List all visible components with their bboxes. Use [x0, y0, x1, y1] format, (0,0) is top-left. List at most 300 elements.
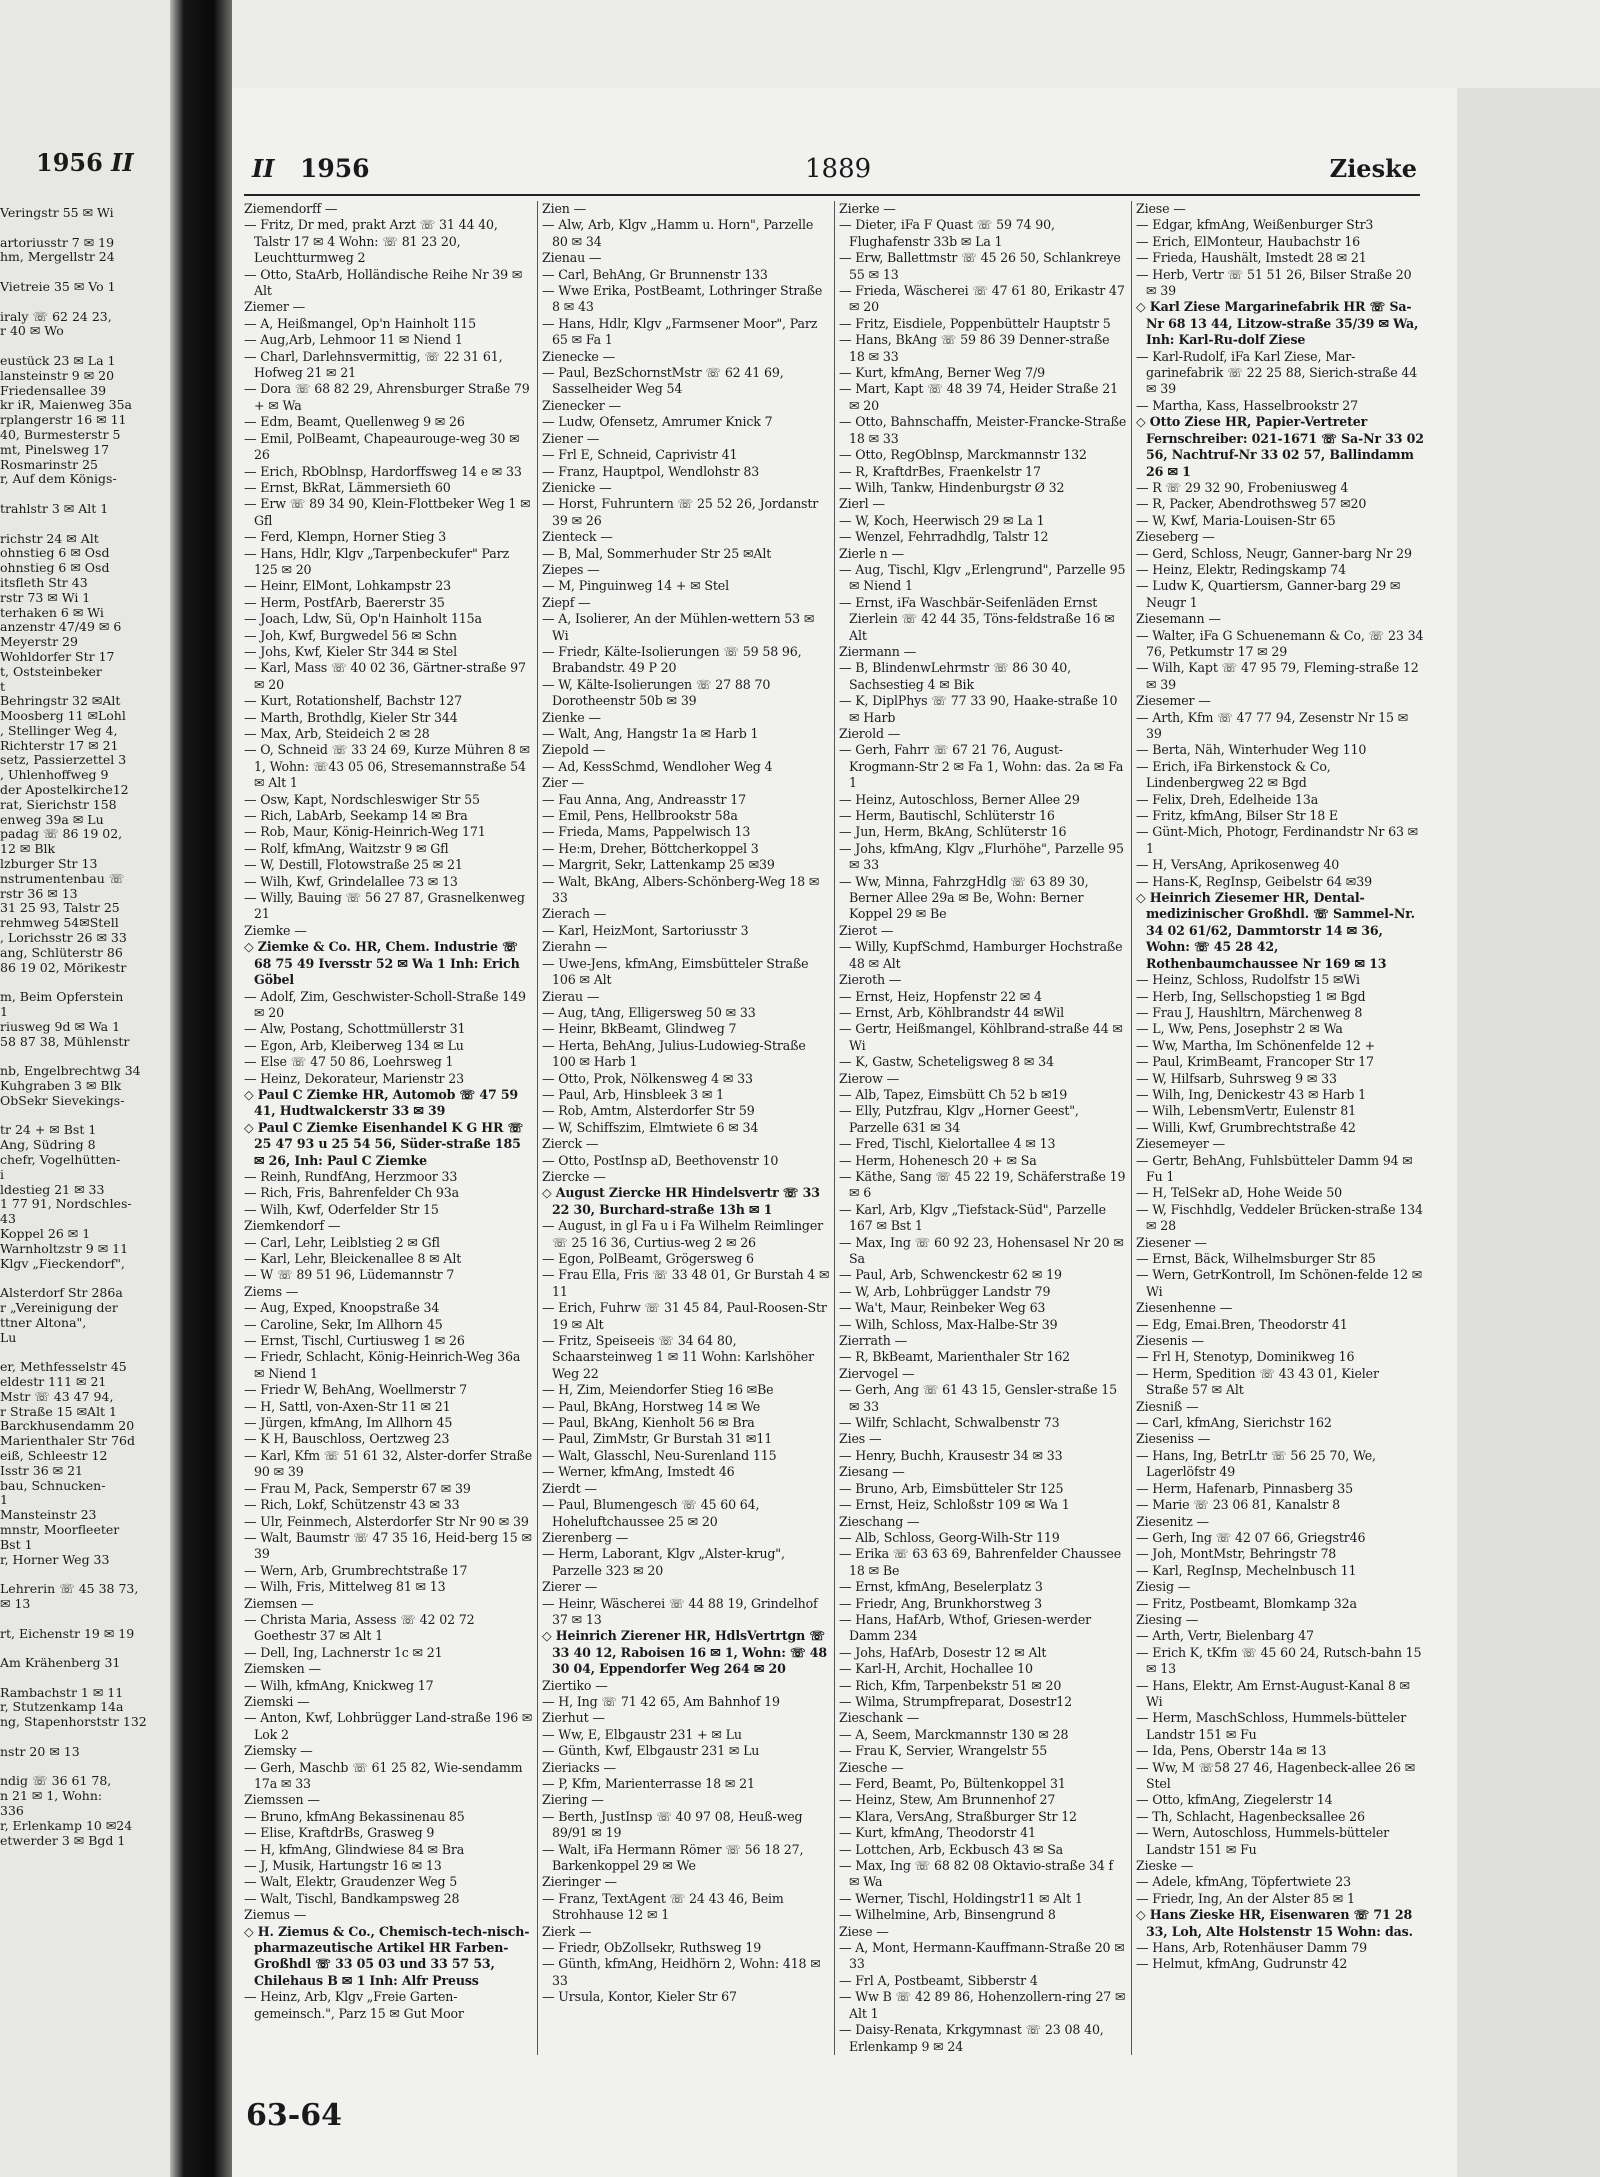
directory-entry: — Helmut, kfmAng, Gudrunstr 42 [1136, 1956, 1348, 1972]
left-page-line [0, 339, 170, 354]
directory-entry: — Joh, MontMstr, Behringstr 78 [1136, 1546, 1337, 1562]
directory-entry: — Willy, Bauing ☏ 56 27 87, Grasnelkenweg 21 [244, 890, 525, 922]
directory-entry: Ziesig — [1136, 1579, 1191, 1595]
directory-entry: — Emil, PolBeamt, Chapeaurouge-weg 30 ✉ 26 [244, 430, 520, 463]
directory-entry: — Paul, ZimMstr, Gr Burstah 31 ✉11 [542, 1431, 773, 1447]
left-page-line: ttner Altona", [0, 1314, 87, 1330]
directory-entry: — Ernst, Bäck, Wilhelmsburger Str 85 [1136, 1251, 1376, 1266]
directory-entry: — Herm, Laborant, Klgv „Alster-krug", Parzelle 323 ✉ 20 [542, 1546, 785, 1578]
directory-entry: — Gerh, Ing ☏ 42 07 66, Griegstr46 [1136, 1529, 1366, 1545]
left-page-line: mnstr, Moorfleeter [0, 1521, 120, 1537]
directory-entry: — Ferd, Beamt, Po, Bültenkoppel 31 [839, 1776, 1066, 1791]
directory-entry: Ziesche — [839, 1759, 904, 1775]
directory-entry: — Hans, Ing, BetrLtr ☏ 56 25 70, We, Lagerlöfstr 49 [1136, 1447, 1376, 1480]
directory-entry: — Ernst, Tischl, Curtiusweg 1 ✉ 26 [244, 1333, 465, 1349]
directory-entry: — Aug, tAng, Elligersweg 50 ✉ 33 [542, 1004, 756, 1020]
left-page-line: m, Beim Opferstein [0, 989, 124, 1005]
directory-entry: — Erich, Fuhrw ☏ 31 45 84, Paul-Roosen-Str 19 ✉ Alt [542, 1300, 827, 1332]
directory-entry: Ziesemann — [1136, 611, 1221, 627]
directory-entry: — Willy, KupfSchmd, Hamburger Hochstraße 48 ✉ Alt [839, 939, 1123, 971]
directory-entry: — Wern, GetrKontroll, Im Schönen-felde 12 ✉ Wi [1136, 1267, 1423, 1299]
directory-entry: Zieseberg — [1136, 529, 1215, 545]
directory-column-3 [834, 201, 1131, 2055]
directory-entry: — Herm, Hafenarb, Pinnasberg 35 [1136, 1480, 1353, 1496]
directory-entry: Ziemssen — [244, 1792, 320, 1808]
directory-entry: — Otto, PostInsp aD, Beethovenstr 10 [542, 1152, 779, 1168]
directory-entry: Ziesniß — [1136, 1398, 1199, 1414]
directory-entry: — Rich, Kfm, Tarpenbekstr 51 ✉ 20 [839, 1677, 1062, 1693]
directory-entry: Zierke — [839, 201, 896, 216]
directory-entry: — Frau Ella, Fris ☏ 33 48 01, Gr Burstah 4 ✉ 11 [542, 1267, 830, 1299]
directory-entry: — Kurt, kfmAng, Theodorstr 41 [839, 1825, 1036, 1841]
left-page-line: rehmweg 54✉Stell [0, 915, 119, 931]
left-page-line: 40, Burmesterstr 5 [0, 426, 121, 442]
directory-entry: — Heinz, Stew, Am Brunnenhof 27 [839, 1792, 1056, 1808]
directory-entry: — Heinz, Dekorateur, Marienstr 23 [244, 1070, 465, 1086]
directory-entry: — Egon, Arb, Kleiberweg 134 ✉ Lu [244, 1037, 464, 1053]
directory-entry: — Gerh, Maschb ☏ 61 25 82, Wie-sendamm 17a ✉ 33 [244, 1759, 523, 1791]
footer-code: 63-64 [246, 2098, 342, 2133]
directory-entry: Zienicke — [542, 479, 612, 495]
directory-entry: Ziesenitz — [1136, 1513, 1209, 1529]
left-page-line [0, 1271, 170, 1286]
directory-entry: — Max, Arb, Steideich 2 ✉ 28 [244, 726, 430, 741]
directory-entry: — Friedr, Schlacht, König-Heinrich-Weg 36a ✉ Niend 1 [244, 1349, 521, 1381]
directory-entry: — Aug,Arb, Lehmoor 11 ✉ Niend 1 [244, 332, 463, 348]
directory-entry: — Wern, Autoschloss, Hummels-bütteler Landstr 151 ✉ Fu [1136, 1825, 1389, 1857]
directory-entry: ◇ Karl Ziese Margarinefabrik HR ☏ Sa-Nr 68 13 44, Litzow-straße 35/39 ✉ Wa, Inh: Karl-Ru-dolf Ziese [1136, 299, 1419, 348]
directory-entry: — Friedr, Kälte-Isolierungen ☏ 59 58 96, Brabandstr. 49 P 20 [542, 643, 802, 676]
left-page-line: rstr 73 ✉ Wi 1 [0, 589, 91, 605]
directory-entry: — Wilh, Tankw, Hindenburgstr Ø 32 [839, 479, 1065, 495]
directory-entry: — Friedr, ObZollsekr, Ruthsweg 19 [542, 1940, 762, 1956]
directory-entry: — Karl, Arb, Klgv „Tiefstack-Süd", Parzelle 167 ✉ Bst 1 [839, 1201, 1106, 1234]
directory-entry: — Adolf, Zim, Geschwister-Scholl-Straße 149 ✉ 20 [244, 988, 526, 1020]
directory-entry: — Paul, Arb, Schwenckestr 62 ✉ 19 [839, 1267, 1062, 1283]
directory-entry: — Erika ☏ 63 63 69, Bahrenfelder Chaussee 18 ✉ Be [839, 1546, 1122, 1578]
directory-entry: Zierahn — [542, 939, 608, 955]
directory-entry: — Frieda, Mams, Pappelwisch 13 [542, 824, 751, 840]
directory-entry: — Karl-H, Archit, Hochallee 10 [839, 1661, 1033, 1677]
directory-entry: Ziepes — [542, 561, 600, 577]
directory-entry: Ziemke — [244, 922, 307, 938]
directory-entry: — Wilhelmine, Arb, Binsengrund 8 [839, 1907, 1056, 1923]
directory-entry: Ziese — [839, 1923, 889, 1939]
left-page-line: richstr 24 ✉ Alt [0, 530, 99, 546]
left-page-line: rstr 36 ✉ 13 [0, 885, 78, 901]
left-page-line: 12 ✉ Blk [0, 841, 56, 857]
left-page-line: 1 [0, 1492, 8, 1508]
left-page-line: Veringstr 55 ✉ Wi [0, 205, 114, 220]
directory-entry: — Fritz, Speiseeis ☏ 34 64 80, Schaarsteinweg 1 ✉ 11 Wohn: Karlshöher Weg 22 [542, 1333, 814, 1381]
directory-entry: — Frl E, Schneid, Caprivistr 41 [542, 447, 738, 463]
left-page-line: , Lorichsstr 26 ✉ 33 [0, 930, 127, 946]
directory-entry: Ziemus — [244, 1907, 307, 1923]
directory-entry: — Arth, Vertr, Bielenbarg 47 [1136, 1628, 1314, 1644]
directory-entry: — Egon, PolBeamt, Grögersweg 6 [542, 1251, 754, 1266]
directory-entry: Ziertiko — [542, 1677, 608, 1693]
directory-entry: — Frau K, Servier, Wrangelstr 55 [839, 1743, 1048, 1759]
left-page-line: Kuhgraben 3 ✉ Blk [0, 1078, 122, 1094]
directory-entry: Zierer — [542, 1579, 598, 1595]
directory-entry: — Dell, Ing, Lachnerstr 1c ✉ 21 [244, 1644, 443, 1660]
directory-entry: Zierhut — [542, 1710, 605, 1726]
directory-entry: — Daisy-Renata, Krkgymnast ☏ 23 08 40, Erlenkamp 9 ✉ 24 [839, 2022, 1104, 2054]
left-page-line: Alsterdorf Str 286a [0, 1285, 123, 1301]
left-page-line: bau, Schnucken- [0, 1477, 106, 1493]
directory-entry: — Fritz, Eisdiele, Poppenbüttelr Hauptstr 5 [839, 315, 1111, 331]
left-page-line: Mansteinstr 23 [0, 1507, 97, 1523]
directory-entry: — Jürgen, kfmAng, Im Allhorn 45 [244, 1415, 453, 1431]
directory-entry: — Walt, Tischl, Bandkampsweg 28 [244, 1890, 460, 1906]
left-page-line: n 21 ✉ 1, Wohn: [0, 1788, 103, 1804]
left-page-line: Barckhusendamm 20 [0, 1418, 135, 1434]
left-page-line [0, 265, 170, 280]
directory-entry: — Erich K, tKfm ☏ 45 60 24, Rutsch-bahn 15 ✉ 13 [1136, 1644, 1422, 1677]
directory-entry: — Fritz, Dr med, prakt Arzt ☏ 31 44 40, Talstr 17 ✉ 4 Wohn: ☏ 81 23 20, Leuchtturmweg 2 [244, 217, 498, 266]
directory-entry: — Friedr, Ang, Brunkhorstweg 3 [839, 1595, 1042, 1611]
left-page-line: Ang, Südring 8 [0, 1137, 96, 1153]
directory-entry: — Ww B ☏ 42 89 86, Hohenzollern-ring 27 ✉ Alt 1 [839, 1989, 1126, 2021]
left-page-line [0, 517, 170, 532]
directory-entry: — J, Musik, Hartungstr 16 ✉ 13 [244, 1858, 442, 1874]
directory-entry: — Walt, Ang, Hangstr 1a ✉ Harb 1 [542, 726, 759, 741]
directory-entry: — Gerd, Schloss, Neugr, Ganner-barg Nr 29 [1136, 545, 1412, 561]
directory-entry: Ziemsken — [244, 1661, 321, 1677]
left-page-line [0, 1345, 170, 1360]
directory-entry: — Erw, Ballettmstr ☏ 45 26 50, Schlankreye 55 ✉ 13 [839, 250, 1121, 282]
directory-entry: — Hans, Hdlr, Klgv „Farmsener Moor", Parz 65 ✉ Fa 1 [542, 315, 818, 348]
left-page-line: riusweg 9d ✉ Wa 1 [0, 1018, 121, 1034]
directory-entry: — Elise, KraftdrBs, Grasweg 9 [244, 1825, 435, 1841]
directory-entry: Ziemendorff — [244, 201, 338, 216]
directory-entry: — Mart, Kapt ☏ 48 39 74, Heider Straße 21 ✉ 20 [839, 381, 1118, 413]
left-page-line: kr iR, Maienweg 35a [0, 397, 133, 413]
directory-entry: — Heinz, Elektr, Redingskamp 74 [1136, 561, 1347, 577]
directory-entry: — Heinz, Arb, Klgv „Freie Garten-gemeinsch.", Parz 15 ✉ Gut Moor [244, 1989, 464, 2021]
directory-entry: — Hans, HafArb, Wthof, Griesen-werder Damm 234 [839, 1611, 1092, 1644]
left-page-line: der Apostelkirche12 [0, 782, 129, 798]
directory-entry: — Wilfr, Schlacht, Schwalbenstr 73 [839, 1415, 1060, 1431]
directory-entry: — Herm, Hohenesch 20 + ✉ Sa [839, 1152, 1037, 1168]
directory-entry: — Anton, Kwf, Lohbrügger Land-straße 196 ✉ Lok 2 [244, 1710, 533, 1742]
directory-entry: — Rich, Lokf, Schützenstr 43 ✉ 33 [244, 1497, 460, 1513]
directory-entry: — Bruno, kfmAng Bekassinenau 85 [244, 1808, 465, 1824]
directory-entry: — Franz, TextAgent ☏ 24 43 46, Beim Strohhause 12 ✉ 1 [542, 1890, 784, 1923]
directory-entry: ◇ Heinrich Zierener HR, HdlsVertrtgn ☏ 33 40 12, Raboisen 16 ✉ 1, Wohn: ☏ 48 30 04, Eppendorfer Weg 264 ✉ 20 [542, 1628, 828, 1677]
directory-entry: Ziesener — [1136, 1234, 1207, 1250]
directory-entry: — H, VersAng, Aprikosenweg 40 [1136, 857, 1340, 873]
directory-entry: — W, Koch, Heerwisch 29 ✉ La 1 [839, 512, 1045, 528]
directory-entry: — R, Packer, Abendrothsweg 57 ✉20 [1136, 496, 1367, 512]
left-page-line [0, 1730, 170, 1745]
directory-entry: ◇ August Ziercke HR Hindelsvertr ☏ 33 22 30, Burchard-straße 13h ✉ 1 [542, 1185, 820, 1217]
directory-entry: — Franz, Hauptpol, Wendlohstr 83 [542, 463, 760, 479]
directory-entry: Zierold — [839, 726, 901, 741]
volume-number: II [252, 154, 275, 183]
left-page-line: t [0, 678, 6, 694]
directory-entry: — Paul, BezSchornstMstr ☏ 62 41 69, Sasselheider Weg 54 [542, 365, 784, 397]
directory-entry: — Werner, kfmAng, Imstedt 46 [542, 1464, 735, 1480]
left-page-line: lansteinstr 9 ✉ 20 [0, 367, 115, 383]
directory-entry: — Paul, Arb, Hinsbleek 3 ✉ 1 [542, 1086, 724, 1102]
directory-entry: — Aug, Exped, Knoopstraße 34 [244, 1300, 440, 1316]
directory-entry: — Herb, Ing, Sellschopstieg 1 ✉ Bgd [1136, 988, 1366, 1004]
directory-entry: ◇ Otto Ziese HR, Papier-Vertreter Fernschreiber: 021-1671 ☏ Sa-Nr 33 02 56, Nachtruf-Nr 33 02 57, Ballindamm 26 ✉ 1 [1136, 414, 1424, 479]
directory-entry: Zierow — [839, 1070, 900, 1086]
left-page-line [0, 1612, 170, 1627]
directory-entry: Zierau — [542, 988, 600, 1004]
directory-entry: — Horst, Fuhruntern ☏ 25 52 26, Jordanstr 39 ✉ 26 [542, 496, 819, 528]
directory-entry: — Frl H, Stenotyp, Dominikweg 16 [1136, 1349, 1355, 1365]
left-page-line: Friedensallee 39 [0, 382, 107, 398]
directory-entry: — Alw, Postang, Schottmüllerstr 31 [244, 1021, 466, 1037]
left-page-line: Marienthaler Str 76d [0, 1433, 135, 1449]
directory-entry: — Günth, Kwf, Elbgaustr 231 ✉ Lu [542, 1743, 760, 1759]
directory-entry: — Fritz, kfmAng, Bilser Str 18 E [1136, 808, 1338, 824]
directory-entry: Ziemer — [244, 299, 306, 315]
directory-entry: Ziems — [244, 1283, 299, 1299]
left-page-line [0, 1109, 170, 1124]
directory-entry: — Heinz, Autoschloss, Berner Allee 29 [839, 791, 1080, 807]
directory-entry: — W, Fischhdlg, Veddeler Brücken-straße 134 ✉ 28 [1136, 1201, 1423, 1234]
directory-entry: — W, Schiffszim, Elmtwiete 6 ✉ 34 [542, 1119, 759, 1135]
directory-entry: Ziepf — [542, 594, 591, 610]
left-page-line: anzenstr 47/49 ✉ 6 [0, 619, 122, 635]
left-page-line: enweg 39a ✉ Lu [0, 811, 104, 827]
directory-entry: — Ernst, Heiz, Hopfenstr 22 ✉ 4 [839, 988, 1042, 1004]
left-page-line: ang, Schlüterstr 86 [0, 944, 123, 960]
left-page-line: nstr 20 ✉ 13 [0, 1743, 80, 1759]
left-page-line: i [0, 1166, 4, 1182]
directory-entry: Zierck — [542, 1136, 599, 1152]
directory-entry: — H, Ing ☏ 71 42 65, Am Bahnhof 19 [542, 1693, 780, 1709]
directory-entry: Zieriacks — [542, 1759, 616, 1775]
directory-entry: — Heinr, BkBeamt, Glindweg 7 [542, 1021, 737, 1037]
directory-entry: — Karl-Rudolf, iFa Karl Ziese, Mar-garinefabrik ☏ 22 25 88, Sierich-straße 44 ✉ 39 [1136, 348, 1418, 397]
directory-entry: — Otto, RegOblnsp, Marckmannstr 132 [839, 447, 1087, 463]
directory-entry: — Else ☏ 47 50 86, Loehrsweg 1 [244, 1054, 454, 1070]
directory-entry: — Fritz, Postbeamt, Blomkamp 32a [1136, 1595, 1357, 1611]
left-page-line: r, Stutzenkamp 14a [0, 1699, 124, 1715]
left-page-line: Vietreie 35 ✉ Vo 1 [0, 278, 116, 294]
directory-entry: ◇ Ziemke & Co. HR, Chem. Industrie ☏ 68 75 49 Iversstr 52 ✉ Wa 1 Inh: Erich Göbel [244, 939, 520, 988]
directory-entry: — Ulr, Feinmech, Alsterdorfer Str Nr 90 ✉ 39 [244, 1513, 529, 1529]
directory-entry: — R, KraftdrBes, Fraenkelstr 17 [839, 463, 1041, 479]
directory-entry: — Kurt, Rotationshelf, Bachstr 127 [244, 693, 463, 709]
directory-entry: — Max, Ing ☏ 60 92 23, Hohensasel Nr 20 ✉ Sa [839, 1234, 1124, 1266]
left-page-line: 336 [0, 1803, 24, 1819]
directory-entry: Ziese — [1136, 201, 1186, 216]
directory-entry: — Ferd, Klempn, Horner Stieg 3 [244, 529, 447, 545]
left-page-line: Lu [0, 1329, 17, 1345]
directory-entry: — Edg, Emai.Bren, Theodorstr 41 [1136, 1316, 1348, 1332]
directory-entry: — Ww, Martha, Im Schönenfelde 12 + [1136, 1037, 1376, 1053]
directory-entry: — Erich, iFa Birkenstock & Co, Lindenbergweg 22 ✉ Bgd [1136, 758, 1331, 791]
left-page-line: ohnstieg 6 ✉ Osd [0, 545, 110, 561]
year: 1956 [300, 154, 370, 183]
left-page-line: Moosberg 11 ✉Lohl [0, 708, 126, 724]
directory-entry: — Carl, BehAng, Gr Brunnenstr 133 [542, 266, 768, 282]
left-page-line: , Uhlenhoffweg 9 [0, 767, 109, 783]
directory-entry: — A, Seem, Marckmannstr 130 ✉ 28 [839, 1726, 1069, 1742]
left-page-line: Meyerstr 29 [0, 634, 78, 650]
left-page-line: r „Vereinigung der [0, 1299, 118, 1315]
directory-entry: — B, BlindenwLehrmstr ☏ 86 30 40, Sachsestieg 4 ✉ Bik [839, 660, 1072, 692]
left-page-line: artoriusstr 7 ✉ 19 [0, 234, 115, 250]
directory-columns [240, 201, 1430, 2055]
directory-entry: — Erich, RbOblnsp, Hardorffsweg 14 e ✉ 33 [244, 463, 522, 479]
directory-entry: Zierrath — [839, 1333, 908, 1349]
directory-entry: — H, Zim, Meiendorfer Stieg 16 ✉Be [542, 1382, 774, 1398]
left-page-line: setz, Passierzettel 3 [0, 752, 127, 768]
directory-entry: — Ursula, Kontor, Kieler Str 67 [542, 1989, 737, 2005]
directory-entry: — Kurt, kfmAng, Berner Weg 7/9 [839, 365, 1045, 381]
directory-entry: — Frl A, Postbeamt, Sibberstr 4 [839, 1972, 1038, 1988]
directory-entry: — A, Heißmangel, Op'n Hainholt 115 [244, 315, 476, 331]
directory-entry: — Christa Maria, Assess ☏ 42 02 72 Goethestr 37 ✉ Alt 1 [244, 1611, 475, 1644]
directory-entry: — Aug, Tischl, Klgv „Erlengrund", Parzelle 95 ✉ Niend 1 [839, 561, 1126, 594]
directory-entry: — Walt, Elektr, Graudenzer Weg 5 [244, 1874, 458, 1890]
left-page-line: rat, Sierichstr 158 [0, 796, 117, 812]
directory-entry: — Günth, kfmAng, Heidhörn 2, Wohn: 418 ✉ 33 [542, 1956, 821, 1988]
left-volume: II [111, 148, 134, 177]
directory-entry: — Ernst, Heiz, Schloßstr 109 ✉ Wa 1 [839, 1497, 1070, 1513]
directory-entry: — Fred, Tischl, Kielortallee 4 ✉ 13 [839, 1136, 1056, 1152]
left-page-line [0, 1641, 170, 1656]
directory-entry: — Max, Ing ☏ 68 82 08 Oktavio-straße 34 f ✉ Wa [839, 1858, 1114, 1890]
left-page-header [0, 148, 170, 177]
left-page-line: Klgv „Fieckendorf", [0, 1255, 125, 1271]
directory-entry: — Heinr, Wäscherei ☏ 44 88 19, Grindelhof 37 ✉ 13 [542, 1595, 818, 1627]
directory-entry: — Wilh, Fris, Mittelweg 81 ✉ 13 [244, 1579, 446, 1595]
directory-entry: — Emil, Pens, Hellbrookstr 58a [542, 808, 738, 824]
directory-entry: — Osw, Kapt, Nordschleswiger Str 55 [244, 791, 480, 807]
left-page-line: Rambachstr 1 ✉ 11 [0, 1684, 124, 1700]
left-page-line: r, Auf dem Königs- [0, 471, 117, 487]
directory-entry: Zieroth — [839, 972, 902, 988]
left-page-line [0, 975, 170, 990]
directory-entry: — Ww, E, Elbgaustr 231 + ✉ Lu [542, 1726, 742, 1742]
directory-entry: ◇ H. Ziemus & Co., Chemisch-tech-nisch-pharmazeutische Artikel HR Farben-Großhdl ☏ 33 05 03 und 33 57 53, Chilehaus B ✉ 1 Inh: Alfr Preuss [244, 1923, 530, 1988]
directory-entry: — Werner, Tischl, Holdingstr11 ✉ Alt 1 [839, 1890, 1083, 1906]
directory-entry: — Wa't, Maur, Reinbeker Weg 63 [839, 1300, 1046, 1316]
directory-entry: — Felix, Dreh, Edelheide 13a [1136, 791, 1319, 807]
left-page-line [0, 487, 170, 502]
directory-entry: — Friedr, Ing, An der Alster 85 ✉ 1 [1136, 1890, 1355, 1906]
directory-entry: — Edm, Beamt, Quellenweg 9 ✉ 26 [244, 414, 465, 430]
directory-entry: — Wilh, Kwf, Grindelallee 73 ✉ 13 [244, 873, 458, 889]
directory-entry: — Frieda, Haushält, Imstedt 28 ✉ 21 [1136, 250, 1367, 266]
directory-entry: — He:m, Dreher, Böttcherkoppel 3 [542, 840, 759, 856]
directory-entry: — Fau Anna, Ang, Andreasstr 17 [542, 791, 746, 807]
left-page-line: Mstr ☏ 43 47 94, [0, 1388, 114, 1404]
directory-entry: ◇ Paul C Ziemke HR, Automob ☏ 47 59 41, Hudtwalckerstr 33 ✉ 39 [244, 1086, 519, 1119]
directory-entry: Ziesemeyer — [1136, 1136, 1225, 1152]
directory-entry: — Walt, BkAng, Albers-Schönberg-Weg 18 ✉ 33 [542, 873, 820, 906]
directory-entry: — Hans-K, RegInsp, Geibelstr 64 ✉39 [1136, 873, 1372, 889]
directory-entry: Zienecker — [542, 397, 621, 413]
left-page-line: ndig ☏ 36 61 78, [0, 1773, 112, 1789]
left-page-line: , Stellinger Weg 4, [0, 722, 118, 738]
directory-entry: — K, Gastw, Scheteligsweg 8 ✉ 34 [839, 1054, 1054, 1070]
left-page-line: t, Oststeinbeker [0, 663, 102, 679]
directory-entry: — Carl, kfmAng, Sierichstr 162 [1136, 1415, 1332, 1431]
left-page-line: tr 24 + ✉ Bst 1 [0, 1122, 97, 1138]
directory-entry: — Wenzel, Fehrradhdlg, Talstr 12 [839, 529, 1049, 545]
directory-entry: Zieske — [1136, 1858, 1194, 1874]
directory-entry: — Elly, Putzfrau, Klgv „Horner Geest", Parzelle 631 ✉ 34 [839, 1103, 1079, 1135]
directory-entry: — Wilh, Kapt ☏ 47 95 79, Fleming-straße 12 ✉ 39 [1136, 660, 1419, 692]
directory-entry: — Günt-Mich, Photogr, Ferdinandstr Nr 63 ✉ 1 [1136, 824, 1419, 856]
directory-entry: Ziesang — [839, 1464, 905, 1480]
directory-entry: — Dieter, iFa F Quast ☏ 59 74 90, Flughafenstr 33b ✉ La 1 [839, 217, 1055, 249]
left-page-line: r 40 ✉ Wo [0, 323, 64, 339]
directory-page [232, 88, 1457, 2177]
directory-entry: — Frau J, Haushltrn, Märchenweg 8 [1136, 1004, 1363, 1020]
directory-entry: — Carl, Lehr, Leiblstieg 2 ✉ Gfl [244, 1234, 440, 1250]
directory-entry: — Ludw, Ofensetz, Amrumer Knick 7 [542, 414, 773, 430]
directory-entry: — R, BkBeamt, Marienthaler Str 162 [839, 1349, 1071, 1365]
directory-entry: — W ☏ 89 51 96, Lüdemannstr 7 [244, 1267, 455, 1283]
directory-entry: — M, Pinguinweg 14 + ✉ Stel [542, 578, 729, 594]
directory-entry: — Paul, BkAng, Horstweg 14 ✉ We [542, 1398, 761, 1414]
directory-entry: — Ida, Pens, Oberstr 14a ✉ 13 [1136, 1743, 1327, 1759]
directory-entry: Zien — [542, 201, 587, 216]
directory-entry: — Klara, VersAng, Straßburger Str 12 [839, 1808, 1077, 1824]
directory-column-2 [537, 201, 834, 2055]
directory-entry: — Herm, MaschSchloss, Hummels-bütteler Landstr 151 ✉ Fu [1136, 1710, 1407, 1742]
directory-entry: Zieringer — [542, 1874, 617, 1890]
directory-entry: — Jun, Herm, BkAng, Schlüterstr 16 [839, 824, 1067, 840]
directory-entry: — Arth, Kfm ☏ 47 77 94, Zesenstr Nr 15 ✉ 39 [1136, 709, 1409, 741]
directory-entry: — Walt, iFa Hermann Römer ☏ 56 18 27, Barkenkoppel 29 ✉ We [542, 1841, 804, 1874]
directory-entry: — Hans, Elektr, Am Ernst-August-Kanal 8 ✉ Wi [1136, 1677, 1410, 1709]
directory-entry: — Uwe-Jens, kfmAng, Eimsbütteler Straße 106 ✉ Alt [542, 955, 809, 988]
directory-entry: — Rob, Maur, König-Heinrich-Weg 171 [244, 824, 486, 840]
page-edge [1457, 88, 1600, 2177]
directory-entry: — Ernst, BkRat, Lämmersieth 60 [244, 479, 451, 495]
left-page-line: ✉ 13 [0, 1595, 31, 1611]
directory-entry: — Herm, PostfArb, Baererstr 35 [244, 594, 445, 610]
left-page-line: ohnstieg 6 ✉ Osd [0, 560, 110, 576]
directory-entry: — Rolf, kfmAng, Waitzstr 9 ✉ Gfl [244, 840, 449, 856]
directory-entry: — Lottchen, Arb, Eckbusch 43 ✉ Sa [839, 1841, 1064, 1857]
directory-entry: — Charl, Darlehnsvermittig, ☏ 22 31 61, Hofweg 21 ✉ 21 [244, 348, 503, 381]
directory-entry: — Wilh, kfmAng, Knickweg 17 [244, 1677, 434, 1693]
directory-entry: — L, Ww, Pens, Josephstr 2 ✉ Wa [1136, 1021, 1343, 1037]
directory-entry: — Willi, Kwf, Grumbrechtstraße 42 [1136, 1119, 1356, 1135]
directory-entry: — Käthe, Sang ☏ 45 22 19, Schäferstraße 19 ✉ 6 [839, 1168, 1126, 1201]
directory-entry: — Walter, iFa G Schuenemann & Co, ☏ 23 34 76, Petkumstr 17 ✉ 29 [1136, 627, 1424, 659]
directory-entry: Zienteck — [542, 529, 613, 545]
directory-entry: — H, TelSekr aD, Hohe Weide 50 [1136, 1185, 1342, 1201]
directory-entry: — Henry, Buchh, Krausestr 34 ✉ 33 [839, 1447, 1063, 1463]
directory-entry: Ziervogel — [839, 1365, 915, 1381]
header-rule [244, 194, 1420, 196]
directory-entry: — H, Sattl, von-Axen-Str 11 ✉ 21 [244, 1398, 451, 1414]
directory-entry: — Ww, M ☏58 27 46, Hagenbeck-allee 26 ✉ Stel [1136, 1759, 1416, 1791]
directory-entry: — Ernst, Arb, Köhlbrandstr 44 ✉Wil [839, 1004, 1064, 1020]
directory-entry: Zierk — [542, 1923, 592, 1939]
directory-column-4 [1131, 201, 1428, 2055]
directory-entry: — Karl, HeizMont, Sartoriusstr 3 [542, 922, 749, 938]
directory-entry: — Wwe Erika, PostBeamt, Lothringer Straße 8 ✉ 43 [542, 283, 823, 315]
directory-entry: — Johs, Kwf, Kieler Str 344 ✉ Stel [244, 643, 457, 659]
directory-entry: — Otto, Bahnschaffn, Meister-Francke-Straße 18 ✉ 33 [839, 414, 1127, 446]
directory-entry: Ziesing — [1136, 1611, 1199, 1627]
directory-entry: — K H, Bauschloss, Oertzweg 23 [244, 1431, 450, 1447]
